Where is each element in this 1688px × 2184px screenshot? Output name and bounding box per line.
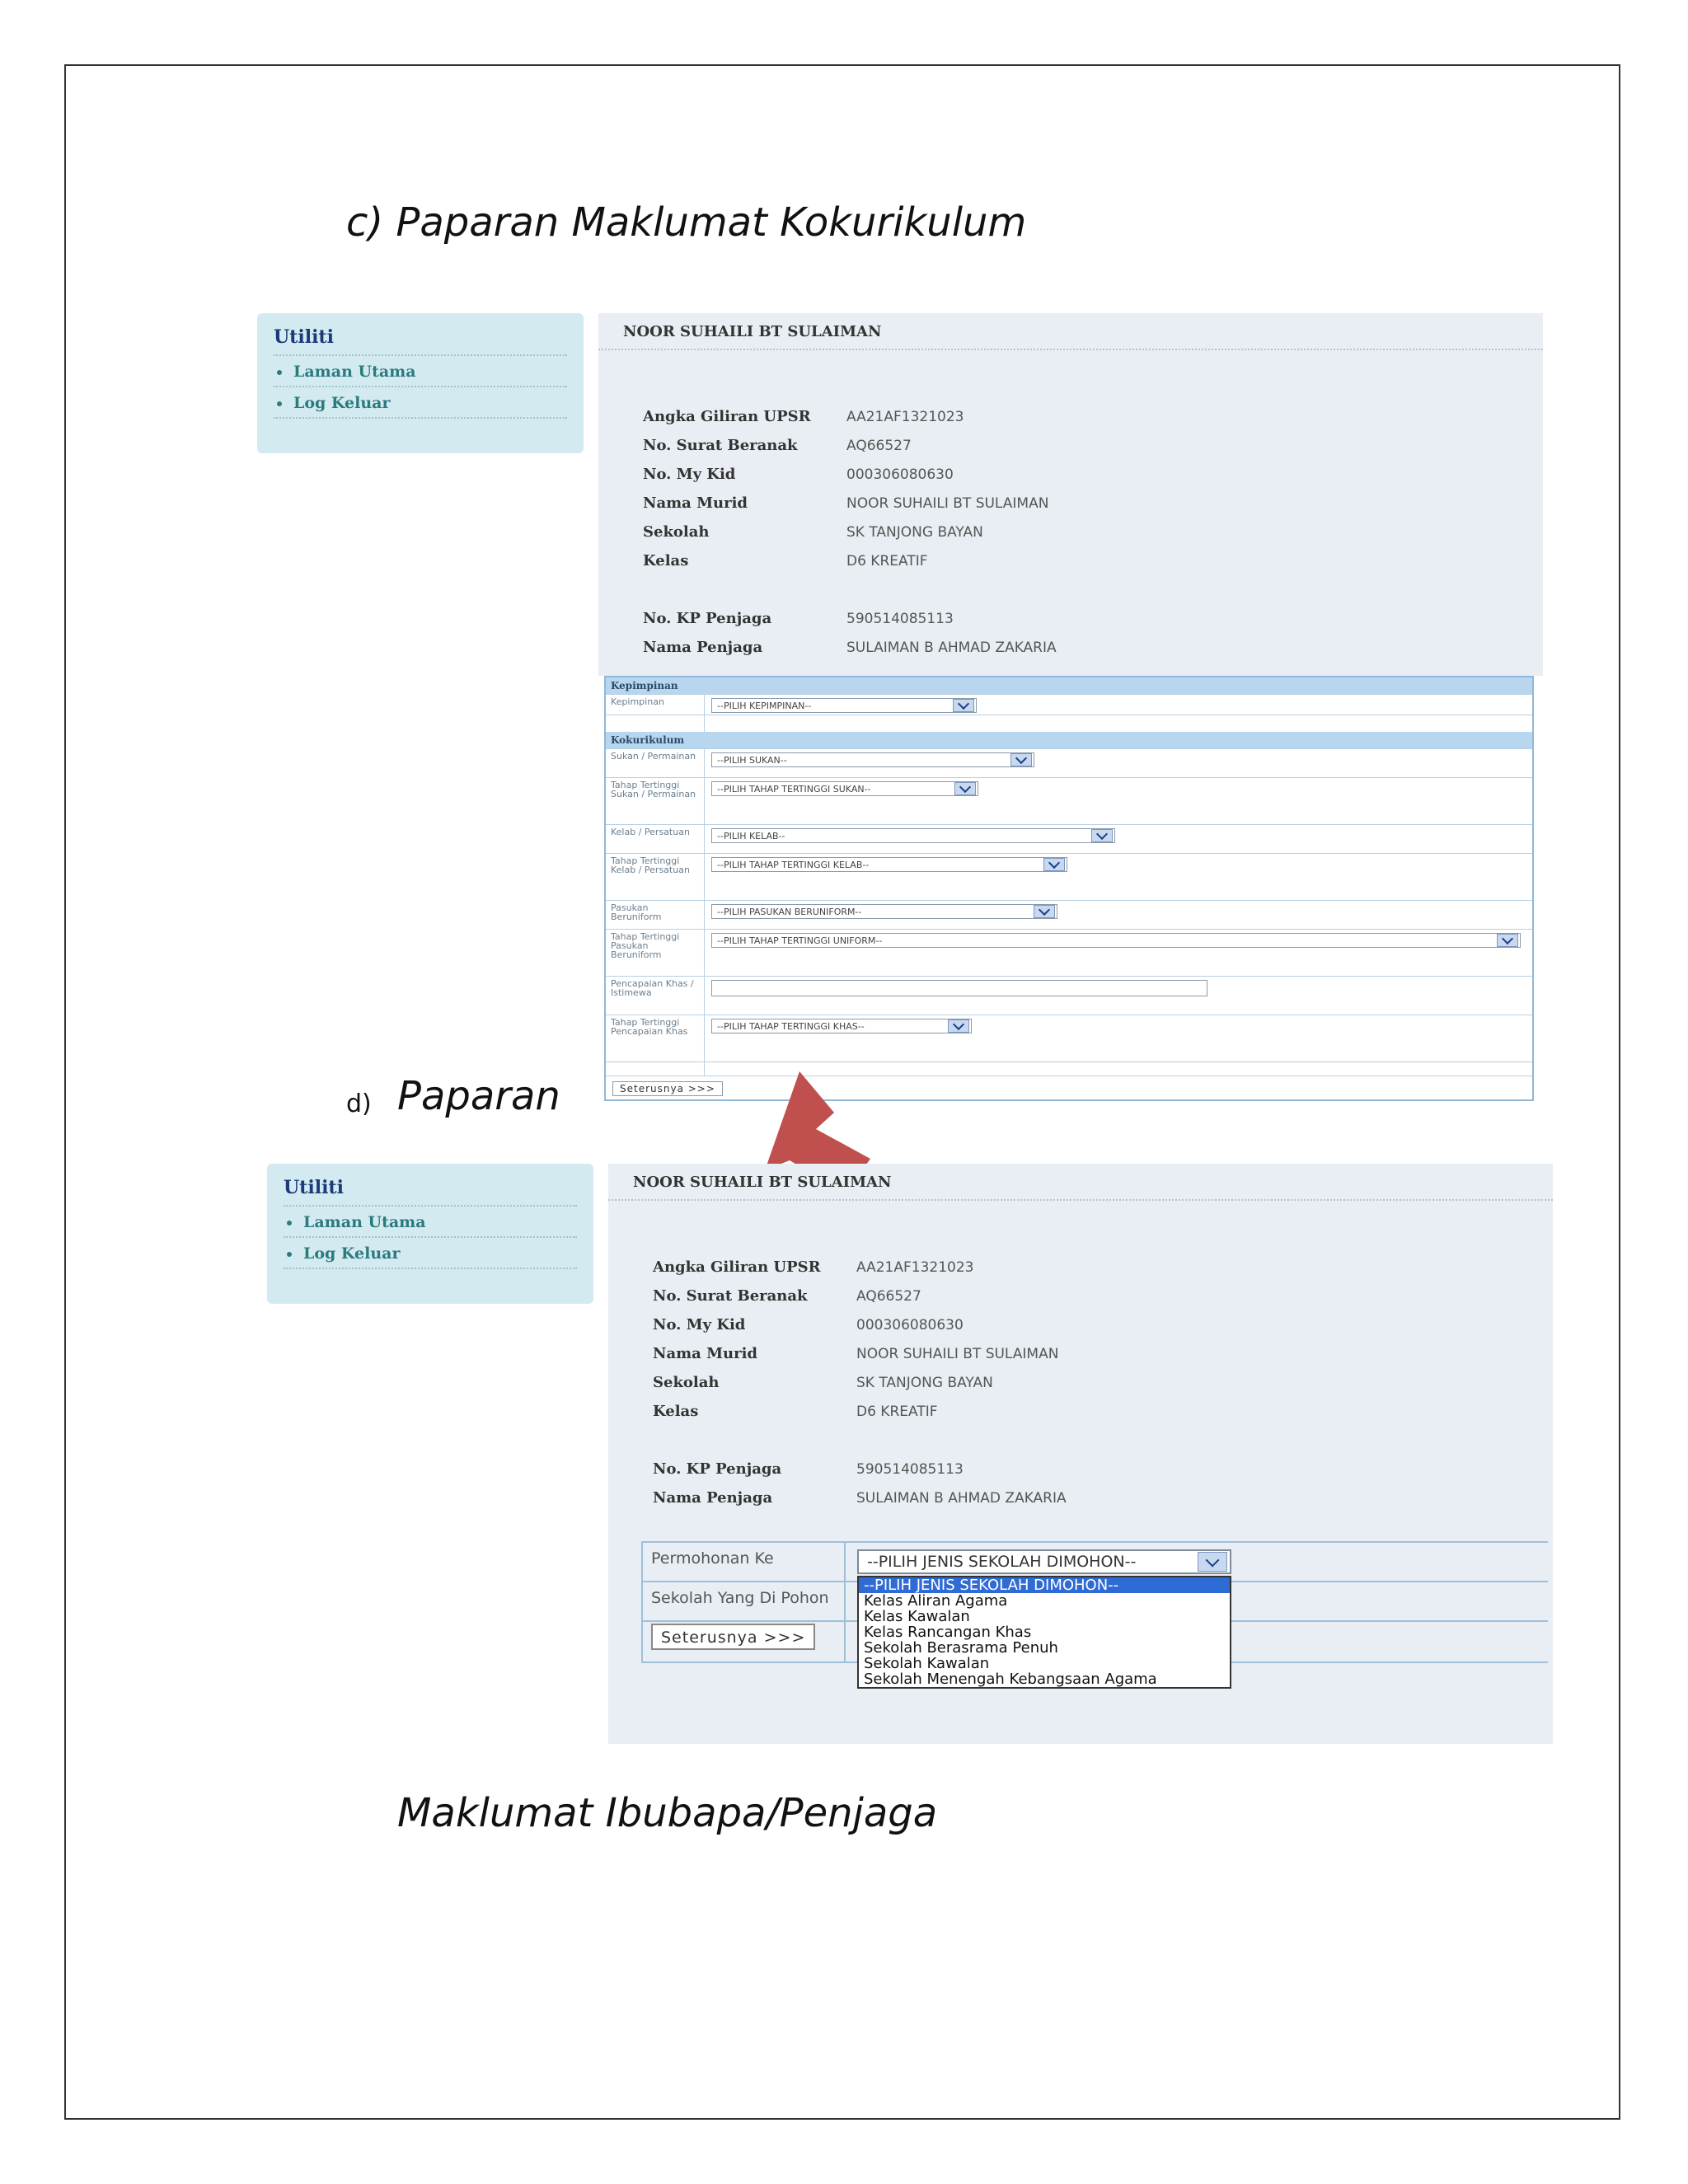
dropdown-option[interactable]: --PILIH JENIS SEKOLAH DIMOHON--: [859, 1577, 1230, 1593]
info-row: [643, 402, 1057, 431]
info-label: Nama Murid: [653, 1345, 758, 1362]
select-value: --PILIH TAHAP TERTINGGI KHAS--: [717, 1020, 865, 1032]
dropdown-option[interactable]: Sekolah Kawalan: [864, 1655, 990, 1672]
kepimpinan-select[interactable]: [711, 698, 977, 713]
info-row: [643, 604, 1057, 633]
section-header-kokurikulum: Kokurikulum: [606, 732, 1532, 748]
info-value: AA21AF1321023: [846, 408, 964, 425]
section-heading-c: c) Paparan Maklumat Kokurikulum: [346, 199, 1027, 246]
info-label: Sekolah: [653, 1374, 720, 1391]
info-row: [653, 1397, 1067, 1426]
section-heading-d-prefix: d): [346, 1090, 372, 1118]
sidebar-item-log-keluar[interactable]: [274, 387, 567, 419]
kokurikulum-form: [604, 676, 1534, 1101]
jenis-sekolah-dropdown: [857, 1576, 1231, 1689]
info-row: [653, 1483, 1067, 1512]
info-row: [653, 1253, 1067, 1282]
seterusnya-button[interactable]: Seterusnya >>>: [612, 1081, 723, 1096]
tahap-uniform-select[interactable]: [711, 933, 1521, 948]
section-heading-d-rest: Maklumat Ibubapa/Penjaga: [397, 1790, 938, 1836]
info-label: Sekolah: [643, 523, 710, 541]
student-name-header: NOOR SUHAILI BT SULAIMAN: [608, 1164, 1553, 1201]
form-label: Kelab / Persatuan: [606, 825, 705, 853]
chevron-down-icon[interactable]: [948, 1019, 969, 1033]
info-row: [643, 460, 1057, 489]
jenis-sekolah-select[interactable]: [857, 1549, 1231, 1574]
info-value: NOOR SUHAILI BT SULAIMAN: [846, 494, 1049, 512]
form-row: [606, 694, 1532, 715]
info-row: [653, 1455, 1067, 1483]
form-row: [606, 929, 1532, 976]
section-heading-d: Paparan: [397, 1073, 560, 1119]
form-label: Pencapaian Khas / Istimewa: [606, 977, 705, 1015]
sukan-select[interactable]: [711, 752, 1034, 767]
dropdown-option[interactable]: Kelas Kawalan: [864, 1608, 970, 1625]
sidebar-utiliti-2: [267, 1164, 593, 1304]
form-row: [606, 853, 1532, 900]
bullet-icon: [277, 401, 282, 406]
form-label: Tahap Tertinggi Kelab / Persatuan: [606, 854, 705, 900]
form-row: [606, 1076, 1532, 1099]
chevron-down-icon[interactable]: [1043, 858, 1065, 871]
info-value: SK TANJONG BAYAN: [846, 523, 983, 541]
tahap-khas-select[interactable]: [711, 1019, 972, 1033]
info-row: [653, 1339, 1067, 1368]
info-value: 590514085113: [846, 610, 954, 627]
chevron-down-icon[interactable]: [953, 699, 974, 712]
permohonan-label: Permohonan Ke: [641, 1543, 846, 1581]
form-label: Kepimpinan: [606, 695, 705, 715]
sidebar-item-label: Log Keluar: [303, 1244, 401, 1263]
chevron-down-icon[interactable]: [1034, 905, 1055, 918]
chevron-down-icon[interactable]: [1497, 934, 1518, 947]
bullet-icon: [287, 1221, 292, 1226]
info-row: [643, 518, 1057, 546]
info-label: Angka Giliran UPSR: [643, 408, 811, 425]
sidebar-item-log-keluar[interactable]: [284, 1238, 577, 1269]
info-label: Nama Penjaga: [643, 639, 763, 656]
form-row: [606, 976, 1532, 1015]
info-value: AQ66527: [846, 437, 912, 454]
chevron-down-icon[interactable]: [1091, 829, 1113, 842]
sidebar-title: Utiliti: [284, 1177, 577, 1207]
bullet-icon: [287, 1252, 292, 1257]
sidebar-title: Utiliti: [274, 326, 567, 356]
sidebar-item-laman-utama[interactable]: [284, 1207, 577, 1238]
pasukan-select[interactable]: [711, 904, 1057, 919]
form-row: [606, 1062, 1532, 1076]
select-value: --PILIH KEPIMPINAN--: [717, 700, 812, 711]
info-value: SK TANJONG BAYAN: [856, 1374, 993, 1391]
select-value: --PILIH JENIS SEKOLAH DIMOHON--: [867, 1553, 1137, 1571]
info-label: Angka Giliran UPSR: [653, 1258, 821, 1276]
sekolah-label: Sekolah Yang Di Pohon: [641, 1582, 846, 1620]
seterusnya-button-2[interactable]: Seterusnya >>>: [651, 1624, 815, 1650]
select-value: --PILIH PASUKAN BERUNIFORM--: [717, 906, 862, 917]
info-value: SULAIMAN B AHMAD ZAKARIA: [856, 1489, 1067, 1507]
chevron-down-icon[interactable]: [954, 782, 976, 795]
chevron-down-icon[interactable]: [1198, 1552, 1227, 1572]
dropdown-option[interactable]: Sekolah Menengah Kebangsaan Agama: [864, 1671, 1157, 1688]
form-label: Sukan / Permainan: [606, 749, 705, 777]
sidebar-item-label: Log Keluar: [293, 394, 391, 412]
info-value: 590514085113: [856, 1460, 964, 1478]
form-row: [606, 824, 1532, 853]
form-label: Pasukan Beruniform: [606, 901, 705, 929]
info-label: No. Surat Beranak: [653, 1287, 808, 1305]
sidebar-item-laman-utama[interactable]: [274, 356, 567, 387]
sidebar-item-label: Laman Utama: [303, 1213, 426, 1231]
dropdown-option[interactable]: Sekolah Berasrama Penuh: [864, 1639, 1058, 1657]
info-row: [643, 489, 1057, 518]
info-label: No. KP Penjaga: [653, 1460, 782, 1478]
info-label: Nama Murid: [643, 494, 748, 512]
tahap-sukan-select[interactable]: [711, 781, 978, 796]
info-label: No. KP Penjaga: [643, 610, 772, 627]
info-row: [643, 546, 1057, 575]
info-row: [653, 1310, 1067, 1339]
form-row: [606, 715, 1532, 732]
info-row: [653, 1368, 1067, 1397]
form-row: [606, 777, 1532, 824]
info-label: Kelas: [653, 1403, 699, 1420]
kelab-select[interactable]: [711, 828, 1115, 843]
select-value: --PILIH TAHAP TERTINGGI UNIFORM--: [717, 935, 883, 946]
info-label: Nama Penjaga: [653, 1489, 773, 1507]
form-row: [606, 748, 1532, 777]
select-value: --PILIH TAHAP TERTINGGI SUKAN--: [717, 783, 871, 794]
info-value: AQ66527: [856, 1287, 921, 1305]
info-label: No. Surat Beranak: [643, 437, 798, 454]
select-value: --PILIH KELAB--: [717, 830, 785, 841]
info-value: AA21AF1321023: [856, 1258, 974, 1276]
dropdown-option[interactable]: Kelas Aliran Agama: [864, 1592, 1008, 1610]
pencapaian-khas-input[interactable]: [711, 980, 1207, 996]
info-label: Kelas: [643, 552, 689, 569]
tahap-kelab-select[interactable]: [711, 857, 1067, 872]
chevron-down-icon[interactable]: [1010, 753, 1032, 766]
info-label: No. My Kid: [653, 1316, 746, 1333]
info-value: D6 KREATIF: [856, 1403, 938, 1420]
info-value: SULAIMAN B AHMAD ZAKARIA: [846, 639, 1057, 656]
form-row: [606, 1015, 1532, 1062]
dropdown-option[interactable]: Kelas Rancangan Khas: [864, 1624, 1032, 1641]
student-name-header: NOOR SUHAILI BT SULAIMAN: [598, 313, 1543, 350]
form-row: [606, 900, 1532, 929]
section-header-kepimpinan: Kepimpinan: [606, 677, 1532, 694]
info-value: 000306080630: [846, 466, 954, 483]
form-label: Tahap Tertinggi Pencapaian Khas: [606, 1015, 705, 1062]
student-info-list: [643, 402, 1057, 662]
form-label: Tahap Tertinggi Pasukan Beruniform: [606, 930, 705, 976]
info-value: NOOR SUHAILI BT SULAIMAN: [856, 1345, 1059, 1362]
bullet-icon: [277, 370, 282, 375]
sidebar-utiliti: [257, 313, 584, 453]
info-label: No. My Kid: [643, 466, 736, 483]
select-value: --PILIH SUKAN--: [717, 754, 787, 766]
info-row: [643, 633, 1057, 662]
info-value: 000306080630: [856, 1316, 964, 1333]
select-value: --PILIH TAHAP TERTINGGI KELAB--: [717, 859, 870, 870]
info-row: [653, 1282, 1067, 1310]
info-row: [643, 431, 1057, 460]
info-value: D6 KREATIF: [846, 552, 928, 569]
form-label: Tahap Tertinggi Sukan / Permainan: [606, 778, 705, 824]
student-info-list-2: [653, 1253, 1067, 1512]
sidebar-item-label: Laman Utama: [293, 363, 416, 381]
